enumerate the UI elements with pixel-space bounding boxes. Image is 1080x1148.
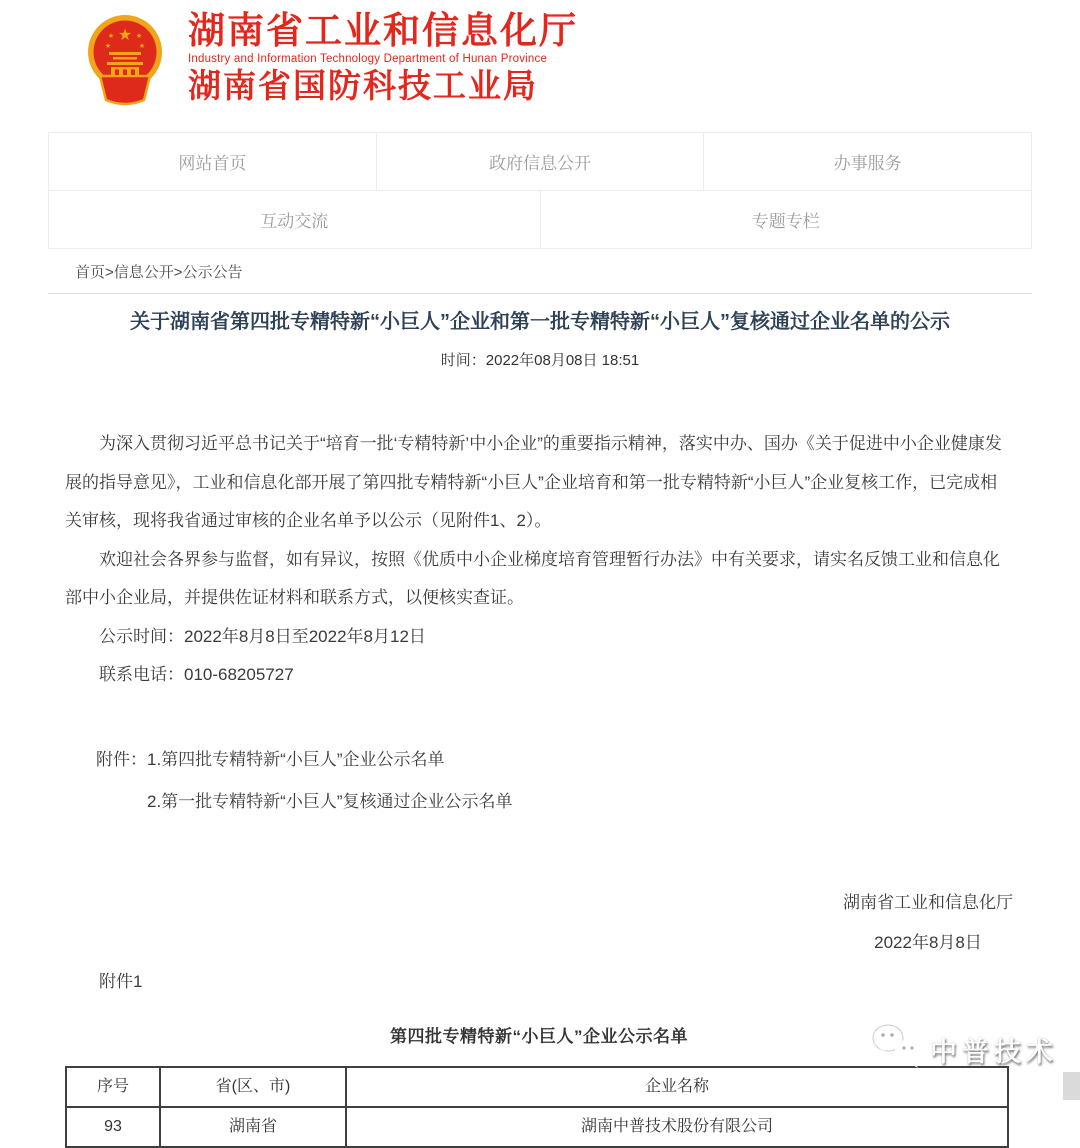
signature-date: 2022年8月8日 <box>874 932 982 952</box>
annex-table-title: 第四批专精特新“小巨人”企业公示名单 <box>390 1027 688 1046</box>
nav-row-1 <box>49 133 1031 190</box>
col-header-company: 企业名称 <box>346 1067 1008 1107</box>
attachments-list <box>147 739 513 823</box>
table-row <box>66 1107 1008 1147</box>
attachment-link-2[interactable]: 2.第一批专精特新“小巨人”复核通过企业公示名单 <box>147 791 513 811</box>
nav-item-gov-info[interactable]: 政府信息公开 <box>376 133 704 190</box>
breadcrumb-bar <box>48 249 1032 294</box>
attachments-label: 附件： <box>96 749 147 769</box>
nav-item-special-columns[interactable]: 专题专栏 <box>540 191 1032 248</box>
org-name-line2: 湖南省国防科技工业局 <box>188 66 538 104</box>
main-nav <box>48 132 1032 249</box>
site-header <box>0 0 1080 112</box>
nav-item-services[interactable]: 办事服务 <box>703 133 1031 190</box>
attachments-block <box>65 739 1013 823</box>
nav-item-interaction[interactable]: 互动交流 <box>260 212 329 231</box>
breadcrumb[interactable]: 首页>信息公开>公示公告 <box>75 263 243 281</box>
svg-text:★: ★ <box>104 43 112 50</box>
watermark-text: 中普技术 <box>930 1037 1058 1067</box>
national-emblem-icon <box>86 14 164 112</box>
svg-text:★: ★ <box>117 27 133 44</box>
svg-text:★: ★ <box>138 43 146 50</box>
page-title: 关于湖南省第四批专精特新“小巨人”企业和第一批专精特新“小巨人”复核通过企业名单的公示 <box>130 311 950 333</box>
table-header-row <box>66 1067 1008 1107</box>
nav-row-2 <box>49 190 1031 248</box>
org-title-block <box>188 12 578 103</box>
annex-label: 附件1 <box>99 971 143 991</box>
cell-province: 湖南省 <box>160 1107 346 1147</box>
signature-block <box>843 883 1013 963</box>
col-header-index: 序号 <box>66 1067 160 1107</box>
col-header-province: 省(区、市) <box>160 1067 346 1107</box>
contact-phone: 联系电话：010-68205727 <box>99 665 294 684</box>
signature-org: 湖南省工业和信息化厅 <box>843 892 1013 912</box>
publicity-period: 公示时间：2022年8月8日至2022年8月12日 <box>99 626 426 646</box>
annex-table <box>65 1066 1009 1148</box>
paragraph-2: 欢迎社会各界参与监督，如有异议，按照《优质中小企业梯度培育管理暂行办法》中有关要求，请实名反馈工业和信息化部中小企业局，并提供佐证材料和联系方式，以便核实查证。 <box>65 549 1000 607</box>
svg-text:★: ★ <box>135 33 143 40</box>
nav-item-home[interactable]: 网站首页 <box>178 154 247 173</box>
paragraph-1: 为深入贯彻习近平总书记关于“培育一批‘专精特新’中小企业”的重要指示精神，落实中办、国办《关于促进中小企业健康发展的指导意见》，工业和信息化部开展了第四批专精特新“小巨人”企业培育和第一批专精特新“小巨人”企业复核工作，已完成相关审核，现将我省通过审核的企业名单予以公示（见附件1、2）。 <box>65 434 1002 530</box>
org-name-line1: 湖南省工业和信息化厅 <box>188 10 578 51</box>
floating-widget[interactable] <box>1063 1072 1080 1100</box>
org-name-english: Industry and Information Technology Department of Hunan Province <box>188 52 548 65</box>
cell-index: 93 <box>66 1107 160 1147</box>
article-body <box>65 425 1013 1148</box>
cell-company: 湖南中普技术股份有限公司 <box>346 1107 1008 1147</box>
publish-time: 时间：2022年08月08日 18:51 <box>440 352 640 369</box>
svg-text:★: ★ <box>107 33 115 40</box>
attachment-link-1[interactable]: 1.第四批专精特新“小巨人”企业公示名单 <box>147 749 445 769</box>
